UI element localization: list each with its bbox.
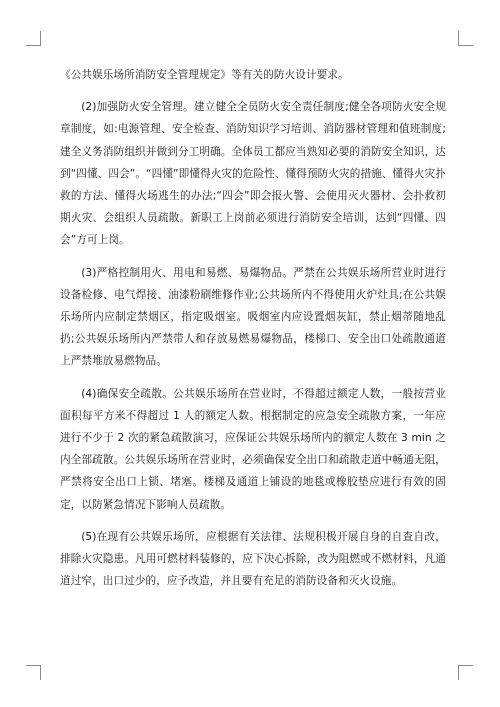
paragraph-fire-safety-management: (2)加强防火安全管理。建立健全全员防火安全责任制度;健全各项防火安全规章制度，如:电源管理、安全检查、消防知识学习培训、消防器材管理和值班制度;建全义务消防组织并做到分工明确。全体员工都应当熟知必要的消防安全知识，达到“四懂、四会”。“四懂”即懂得火灾的危险性、懂得预防火灾的措施、懂得火灾扑救的方法、懂得火场逃生的办法;“四会”即会报火警、会使用灭火器材、会扑救初期火灾、会组织人员疏散。新职工上岗前必须进行消防安全培训，达到“四懂、四会”方可上岗。 — [60, 101, 446, 247]
paragraph-continuation: 《公共娱乐场所消防安全管理规定》等有关的防火设计要求。 — [60, 69, 349, 81]
paragraph-safe-evacuation: (4)确保安全疏散。公共娱乐场所在营业时，不得超过额定人数，一般按营业面积每平方米不得超过 1 人的额定人数。根据制定的应急安全疏散方案，一年应进行不少于 2 次的紧急疏散演习，应保证公共娱乐场所内的额定人数在 3 min 之内全部疏散。公共娱乐场所在营业时，必须确保安全出口和疏散走道中畅通无阻，严禁将安全出口上锁、堵塞。楼梯及通道上铺设的地毯或橡胶垫应进行有效的固定，以防紧急情况下影响人员疏散。 — [60, 387, 446, 511]
crop-mark-bottom-left — [26, 665, 41, 680]
paragraph-self-inspection: (5)在现有公共娱乐场所，应根据有关法律、法规积极开展自身的自查自改，排除火灾隐患。凡用可燃材料装修的，应下决心拆除，改为阻燃或不燃材料，凡通道过窄，出口过少的，应予改造，并且要有充足的消防设备和灭火设施。 — [60, 530, 446, 588]
crop-mark-top-left — [26, 31, 41, 46]
crop-mark-bottom-right — [458, 665, 473, 680]
paragraph-control-fire-electricity: (3)严格控制用火、用电和易燃、易爆物品。严禁在公共娱乐场所营业时进行设备检修、电气焊接、油漆粉刷维修作业;公共场所内不得使用火炉灶具;在公共娱乐场所内应制定禁烟区，指定吸烟室。吸烟室内应设置烟灰缸，禁止烟蒂随地乱扔;公共娱乐场所内严禁带人和存放易燃易爆物品，楼梯口、安全出口处疏散通道上严禁堆放易燃物品。 — [60, 266, 446, 368]
document-body — [60, 64, 446, 592]
crop-mark-top-right — [458, 31, 473, 46]
